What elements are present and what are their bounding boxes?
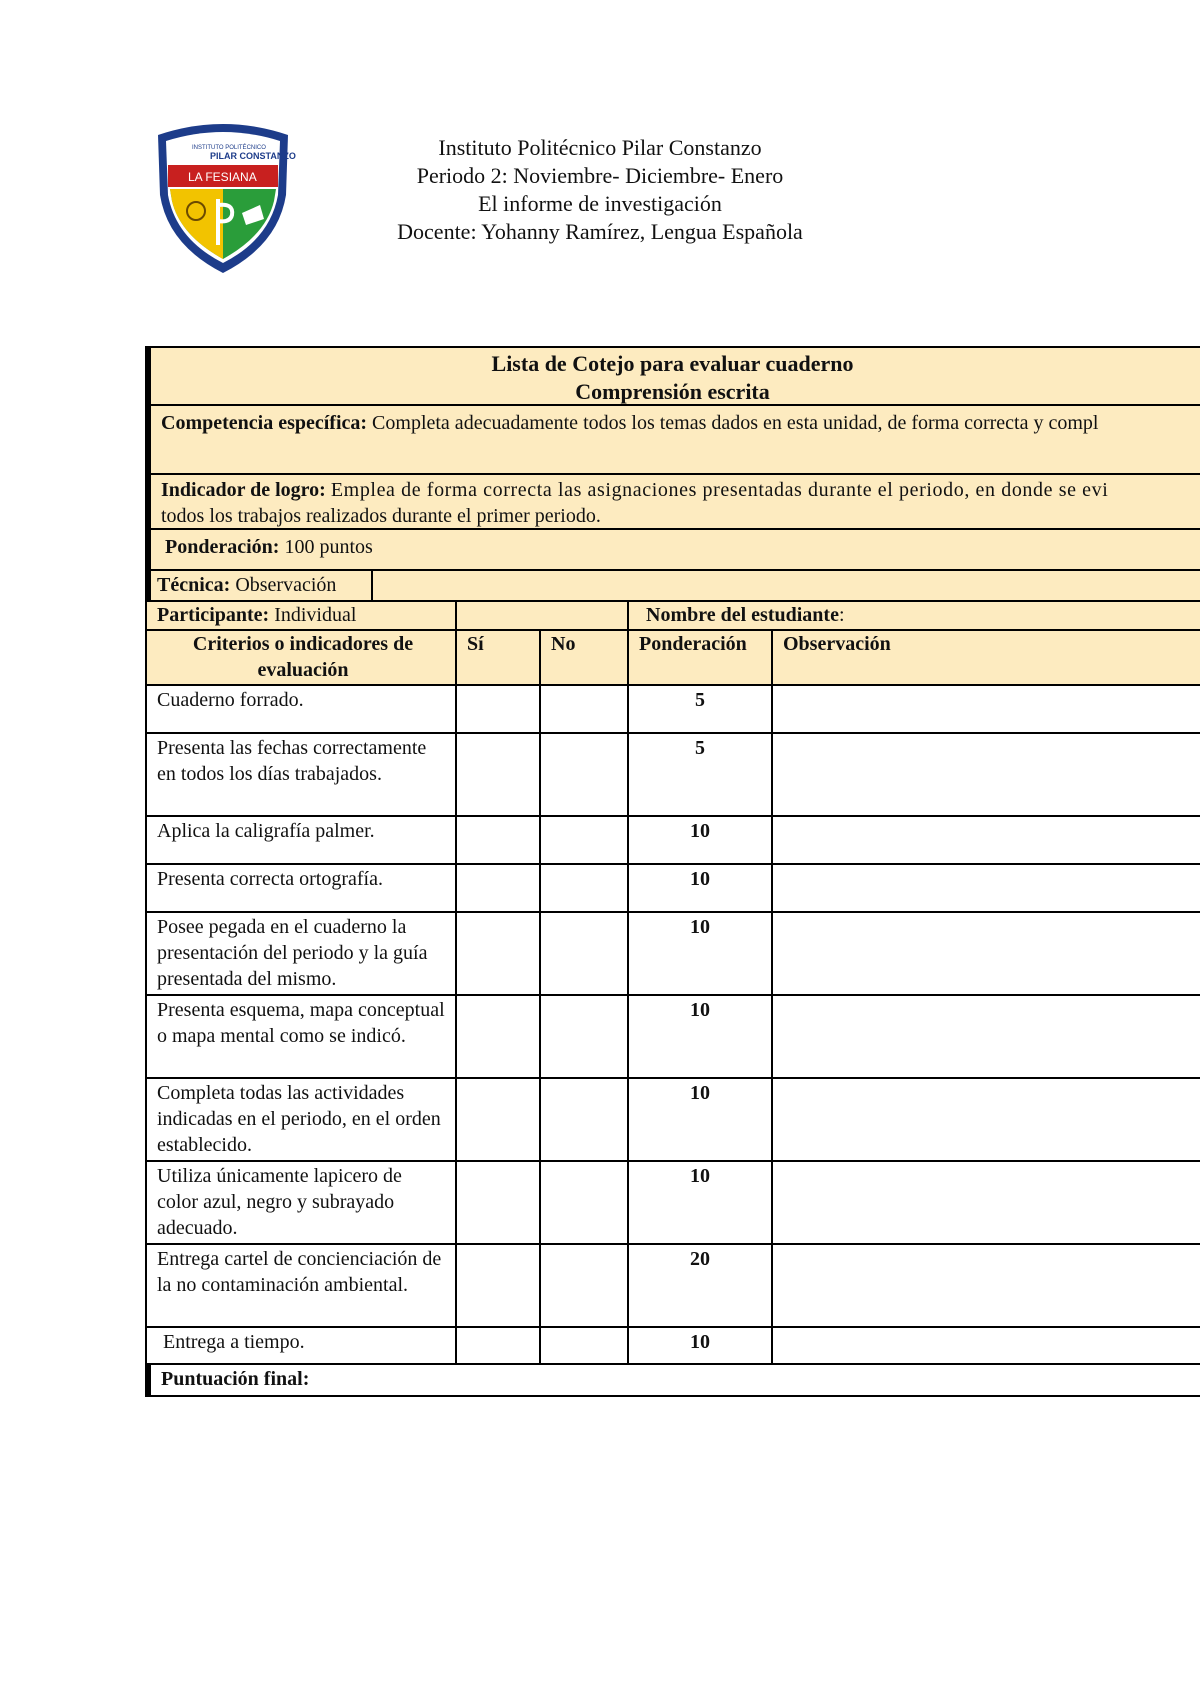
si-cell[interactable] (455, 734, 539, 815)
no-cell[interactable] (539, 996, 627, 1077)
criterio-text: Utiliza únicamente lapicero de color azul, negro y subrayado adecuado. (157, 1165, 402, 1239)
ponderacion-points: 10 (690, 1331, 710, 1353)
table-row (145, 996, 1200, 1079)
left-border (145, 1365, 151, 1397)
ponderacion-points: 10 (690, 999, 710, 1021)
si-cell[interactable] (455, 1328, 539, 1363)
si-cell[interactable] (455, 913, 539, 994)
criterio-text: Cuaderno forrado. (157, 689, 304, 711)
title-row (145, 346, 1200, 406)
criterio-cell (157, 1245, 447, 1326)
ponderacion-cell (627, 817, 771, 863)
indicador-label: Indicador de logro: (161, 479, 326, 501)
col-observacion: Observación (783, 633, 891, 655)
ponderacion-cell (627, 734, 771, 815)
no-cell[interactable] (539, 1328, 627, 1363)
participante-row (145, 602, 1200, 631)
institution-name: Instituto Politécnico Pilar Constanzo (438, 135, 762, 160)
column-header-row (145, 631, 1200, 686)
table-row (145, 734, 1200, 817)
table-row (145, 1245, 1200, 1328)
no-cell[interactable] (539, 686, 627, 732)
ponderacion-points: 5 (695, 737, 705, 759)
ponderacion-cell (627, 1079, 771, 1160)
participante-value: Individual (274, 604, 357, 626)
criterio-cell (157, 1162, 447, 1243)
participante-label: Participante: (157, 604, 270, 626)
criterio-cell (157, 865, 447, 911)
ponderacion-points: 10 (690, 820, 710, 842)
nombre-label: Nombre del estudiante (646, 604, 839, 626)
criterio-text: Presenta las fechas correctamente en todos los días trabajados. (157, 737, 427, 785)
table-row (145, 817, 1200, 865)
no-cell[interactable] (539, 1245, 627, 1326)
competencia-text: Completa adecuadamente todos los temas dados en esta unidad, de forma correcta y compl (372, 412, 1099, 434)
tecnica-value: Observación (235, 574, 337, 596)
criterio-cell (157, 1079, 447, 1160)
ponderacion-cell (627, 913, 771, 994)
indicador-row (145, 475, 1200, 530)
criterio-text: Presenta correcta ortografía. (157, 868, 383, 890)
indicador-text: Emplea de forma correcta las asignaciones presentadas durante el periodo, en donde se evi (330, 479, 1109, 501)
si-cell[interactable] (455, 817, 539, 863)
competencia-label: Competencia específica: (161, 412, 368, 434)
no-cell[interactable] (539, 1079, 627, 1160)
observacion-cell[interactable] (771, 1079, 1200, 1160)
criterio-cell (157, 1328, 447, 1363)
ponderacion-points: 10 (690, 868, 710, 890)
tecnica-label: Técnica: (157, 574, 231, 596)
tecnica-row (145, 571, 1200, 602)
criterio-cell (157, 996, 447, 1077)
ponderacion-cell (627, 1162, 771, 1243)
logo-text-band: LA FESIANA (188, 170, 257, 184)
observacion-cell[interactable] (771, 686, 1200, 732)
criterio-cell (157, 817, 447, 863)
observacion-cell[interactable] (771, 865, 1200, 911)
col-ponderacion: Ponderación (639, 633, 747, 655)
col-criterios: Criterios o indicadores de evaluación (192, 633, 414, 681)
ponderacion-cell (627, 1245, 771, 1326)
criterio-text: Posee pegada en el cuaderno la presentación del periodo y la guía presentada del mismo. (157, 916, 428, 990)
criterio-text: Aplica la caligrafía palmer. (157, 820, 375, 842)
ponderacion-points: 20 (690, 1248, 710, 1270)
observacion-cell[interactable] (771, 734, 1200, 815)
si-cell[interactable] (455, 996, 539, 1077)
observacion-cell[interactable] (771, 996, 1200, 1077)
col-si: Sí (467, 633, 484, 655)
no-cell[interactable] (539, 734, 627, 815)
si-cell[interactable] (455, 1245, 539, 1326)
table-row (145, 1079, 1200, 1162)
document-header (320, 134, 880, 246)
ponderacion-cell (627, 865, 771, 911)
no-cell[interactable] (539, 865, 627, 911)
si-cell[interactable] (455, 1162, 539, 1243)
table-row (145, 686, 1200, 734)
col-no: No (551, 633, 576, 655)
school-logo (148, 115, 298, 275)
indicador-text-2: todos los trabajos realizados durante el primer periodo. (161, 505, 601, 527)
ponderacion-row (145, 530, 1200, 571)
observacion-cell[interactable] (771, 913, 1200, 994)
observacion-cell[interactable] (771, 1328, 1200, 1363)
ponderacion-cell (627, 686, 771, 732)
ponderacion-cell (627, 996, 771, 1077)
ponderacion-cell (627, 1328, 771, 1363)
final-label: Puntuación final: (161, 1368, 310, 1390)
criterio-text: Completa todas las actividades indicadas en el periodo, en el orden establecido. (157, 1082, 441, 1156)
criterio-text: Entrega a tiempo. (163, 1331, 305, 1353)
period-line: Periodo 2: Noviembre- Diciembre- Enero (416, 163, 784, 188)
nombre-colon: : (838, 604, 845, 626)
table-row (145, 865, 1200, 913)
sheet-title: Lista de Cotejo para evaluar cuaderno (491, 351, 854, 376)
sheet-subtitle: Comprensión escrita (575, 379, 770, 404)
observacion-cell[interactable] (771, 1162, 1200, 1243)
si-cell[interactable] (455, 686, 539, 732)
logo-text-top: INSTITUTO POLITÉCNICO (192, 145, 266, 151)
si-cell[interactable] (455, 865, 539, 911)
ponderacion-points: 10 (690, 916, 710, 938)
criterio-text: Entrega cartel de concienciación de la no contaminación ambiental. (157, 1248, 442, 1296)
criterio-text: Presenta esquema, mapa conceptual o mapa mental como se indicó. (157, 999, 445, 1047)
topic-line: El informe de investigación (478, 191, 722, 216)
ponderacion-points: 10 (690, 1082, 710, 1104)
table-row (145, 913, 1200, 996)
criterio-cell (157, 686, 447, 732)
final-score-row (145, 1365, 1200, 1397)
observacion-cell[interactable] (771, 1245, 1200, 1326)
left-border (145, 346, 151, 602)
ponderacion-value: 100 puntos (284, 536, 373, 558)
table-row (145, 1328, 1200, 1365)
ponderacion-points: 5 (695, 689, 705, 711)
table-row (145, 1162, 1200, 1245)
ponderacion-label: Ponderación: (165, 536, 280, 558)
ponderacion-points: 10 (690, 1165, 710, 1187)
si-cell[interactable] (455, 1079, 539, 1160)
criterio-cell (157, 913, 447, 994)
criterio-cell (157, 734, 447, 815)
no-cell[interactable] (539, 1162, 627, 1243)
no-cell[interactable] (539, 817, 627, 863)
observacion-cell[interactable] (771, 817, 1200, 863)
competencia-row (145, 406, 1200, 475)
logo-text-name: PILAR CONSTANZO (210, 151, 296, 161)
no-cell[interactable] (539, 913, 627, 994)
teacher-line: Docente: Yohanny Ramírez, Lengua Española (397, 219, 803, 244)
